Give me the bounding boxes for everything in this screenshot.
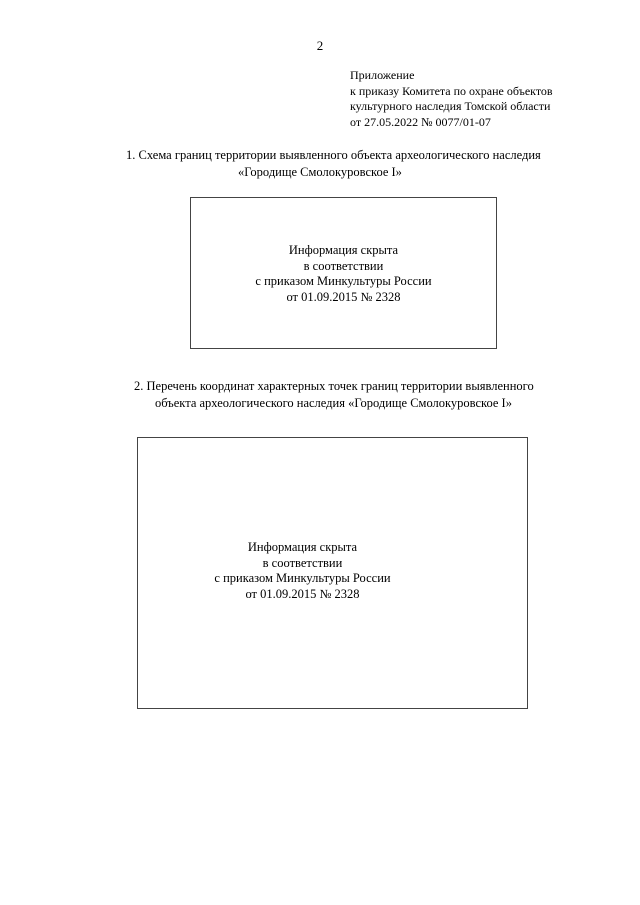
hidden-info-line: от 01.09.2015 № 2328 <box>286 289 401 304</box>
section-2-heading-continued: объекта археологического наследия «Городище Смолокуровское I» <box>155 396 512 410</box>
hidden-info-line: от 01.09.2015 № 2328 <box>245 586 360 601</box>
appendix-title: Приложение <box>350 68 415 82</box>
appendix-header <box>350 68 635 130</box>
appendix-order-date: от 27.05.2022 № 0077/01-07 <box>350 114 491 129</box>
section-2-heading: 2. Перечень координат характерных точек границ территории выявленного <box>134 379 534 393</box>
section-1-heading: 1. Схема границ территории выявленного объекта археологического наследия <box>126 148 541 162</box>
hidden-info-box-scheme <box>190 197 497 349</box>
section-1-heading-object-name: «Городище Смолокуровское I» <box>238 165 402 179</box>
hidden-info-line: с приказом Минкультуры России <box>214 571 391 585</box>
hidden-info-notice <box>214 540 390 602</box>
hidden-info-box-coordinates <box>137 437 528 709</box>
hidden-info-line: Информация скрыта <box>247 540 358 554</box>
page-number: 2 <box>316 38 324 53</box>
hidden-info-line: в соответствии <box>262 555 343 570</box>
appendix-committee: культурного наследия Томской области <box>350 99 551 113</box>
hidden-info-line: с приказом Минкультуры России <box>255 274 432 288</box>
hidden-info-line: Информация скрыта <box>288 243 399 257</box>
hidden-info-notice <box>255 243 431 305</box>
appendix-order-ref: к приказу Комитета по охране объектов <box>350 83 553 98</box>
hidden-info-line: в соответствии <box>303 258 384 273</box>
